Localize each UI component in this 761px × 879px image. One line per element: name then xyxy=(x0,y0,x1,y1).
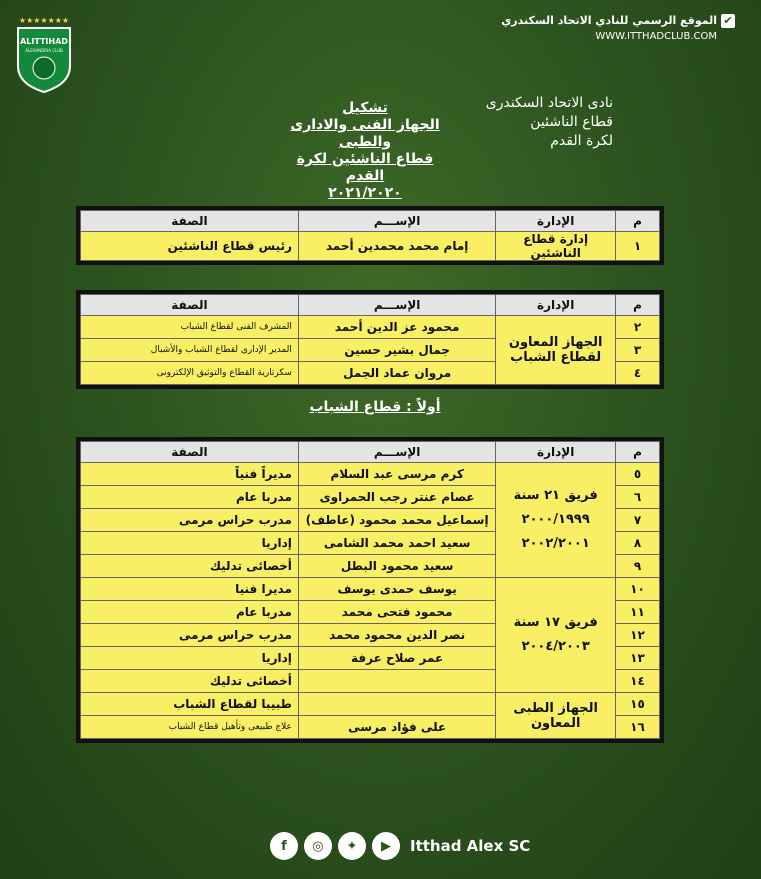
table-row xyxy=(81,463,660,486)
table-support-staff xyxy=(80,294,660,385)
col-dept: الإدارة xyxy=(496,295,616,316)
cell-role: سكرتارية القطاع والتوثيق الإلكترونى xyxy=(81,362,299,385)
table-youth-sector xyxy=(80,441,660,739)
site-url[interactable]: WWW.ITTHADCLUB.COM xyxy=(595,31,717,42)
cell-name: يوسف حمدى يوسف xyxy=(298,578,495,601)
col-role: الصفة xyxy=(81,295,299,316)
cell-role: طبيبا لقطاع الشباب xyxy=(81,693,299,716)
cell-dept: إدارة قطاع الناشئين xyxy=(496,232,616,261)
cell-role: المدير الإدارى لقطاع الشباب والأشبال xyxy=(81,339,299,362)
svg-text:★★★★★★★: ★★★★★★★ xyxy=(18,16,70,25)
cell-name: جمال بشير حسين xyxy=(298,339,495,362)
cell-dept: فريق ٢١ سنة ٢٠٠٠/١٩٩٩ ٢٠٠٢/٢٠٠١ xyxy=(496,463,616,578)
col-name: الإســـم xyxy=(298,295,495,316)
cell-num: ٤ xyxy=(616,362,660,385)
cell-dept: الجهاز المعاون لقطاع الشباب xyxy=(496,316,616,385)
col-role: الصفة xyxy=(81,442,299,463)
cell-name: على فؤاد مرسى xyxy=(298,716,495,739)
cell-name: نصر الدين محمود محمد xyxy=(298,624,495,647)
cell-num: ١٢ xyxy=(616,624,660,647)
col-name: الإســـم xyxy=(298,211,495,232)
cell-name: كرم مرسى عبد السلام xyxy=(298,463,495,486)
col-num: م xyxy=(616,295,660,316)
title-line: ٢٠٢١/٢٠٢٠ xyxy=(328,185,402,201)
cell-name: إمام محمد محمدين أحمد xyxy=(298,232,495,261)
cell-num: ٨ xyxy=(616,532,660,555)
site-header xyxy=(501,14,733,42)
cell-num: ٥ xyxy=(616,463,660,486)
cell-name: عصام عنتر رجب الحمراوى xyxy=(298,486,495,509)
title-line: قطاع الناشئين لكرة القدم xyxy=(296,151,434,184)
cell-role: علاج طبيعى وتأهيل قطاع الشباب xyxy=(81,716,299,739)
cell-name: سعيد احمد محمد الشامى xyxy=(298,532,495,555)
cell-dept: الجهاز الطبى المعاون xyxy=(496,693,616,739)
cell-role: مديراً فنياً xyxy=(81,463,299,486)
club-logo xyxy=(12,14,76,94)
cell-name: عمر صلاح عرفة xyxy=(298,647,495,670)
cell-role: مدربا عام xyxy=(81,486,299,509)
cell-role: مدرب حراس مرمى xyxy=(81,624,299,647)
table-row xyxy=(81,578,660,601)
instagram-icon[interactable]: ◎ xyxy=(304,832,332,860)
cell-num: ١٦ xyxy=(616,716,660,739)
col-num: م xyxy=(616,211,660,232)
facebook-icon[interactable]: f xyxy=(270,832,298,860)
cell-name: مروان عماد الجمل xyxy=(298,362,495,385)
social-footer xyxy=(270,828,530,864)
cell-role: رئيس قطاع الناشئين xyxy=(81,232,299,261)
cell-role: إداريا xyxy=(81,532,299,555)
header-line: لكرة القدم xyxy=(550,133,613,149)
table-management xyxy=(80,210,660,261)
cell-num: ١٠ xyxy=(616,578,660,601)
cell-num: ١١ xyxy=(616,601,660,624)
cell-num: ١ xyxy=(616,232,660,261)
cell-role: مدرب حراس مرمى xyxy=(81,509,299,532)
header-line: قطاع الناشئين xyxy=(530,114,613,130)
cell-name: محمود فتحى محمد xyxy=(298,601,495,624)
col-dept: الإدارة xyxy=(496,211,616,232)
cell-role: إداريا xyxy=(81,647,299,670)
youtube-icon[interactable]: ▶ xyxy=(372,832,400,860)
col-role: الصفة xyxy=(81,211,299,232)
col-num: م xyxy=(616,442,660,463)
cell-name: إسماعيل محمد محمود (عاطف) xyxy=(298,509,495,532)
table-row xyxy=(81,232,660,261)
cell-num: ١٤ xyxy=(616,670,660,693)
section-title: أولاً : قطاع الشباب xyxy=(309,399,441,415)
cell-name xyxy=(298,670,495,693)
cell-name: سعيد محمود البطل xyxy=(298,555,495,578)
brand-name: Itthad Alex SC xyxy=(410,837,531,855)
logo-text: ALITTIHAD xyxy=(20,37,68,46)
table-row xyxy=(81,316,660,339)
cell-role: أخصائى تدليك xyxy=(81,670,299,693)
cell-role: مديرا فنيا xyxy=(81,578,299,601)
club-header xyxy=(486,94,613,151)
cell-num: ٦ xyxy=(616,486,660,509)
checkmark-icon: ✔ xyxy=(721,14,735,28)
site-title: الموقع الرسمي للنادي الاتحاد السكندري xyxy=(501,14,717,27)
cell-num: ٧ xyxy=(616,509,660,532)
title-line: تشكيل xyxy=(342,100,388,116)
cell-role: مدربا عام xyxy=(81,601,299,624)
logo-subtext: ALEXANDRIA CLUB xyxy=(25,48,63,53)
col-name: الإســـم xyxy=(298,442,495,463)
twitter-icon[interactable]: ✦ xyxy=(338,832,366,860)
cell-name: محمود عز الدين أحمد xyxy=(298,316,495,339)
document-title xyxy=(280,100,450,202)
cell-num: ٢ xyxy=(616,316,660,339)
col-dept: الإدارة xyxy=(496,442,616,463)
header-line: نادى الاتحاد السكندرى xyxy=(485,95,613,111)
title-line: الجهاز الفنى والادارى والطبى xyxy=(290,117,440,150)
cell-dept: فريق ١٧ سنة ٢٠٠٤/٢٠٠٣ xyxy=(496,578,616,693)
table-row xyxy=(81,693,660,716)
cell-name xyxy=(298,693,495,716)
cell-num: ١٣ xyxy=(616,647,660,670)
cell-num: ٣ xyxy=(616,339,660,362)
cell-num: ٩ xyxy=(616,555,660,578)
cell-role: المشرف الفنى لقطاع الشباب xyxy=(81,316,299,339)
cell-num: ١٥ xyxy=(616,693,660,716)
cell-role: أخصائى تدليك xyxy=(81,555,299,578)
